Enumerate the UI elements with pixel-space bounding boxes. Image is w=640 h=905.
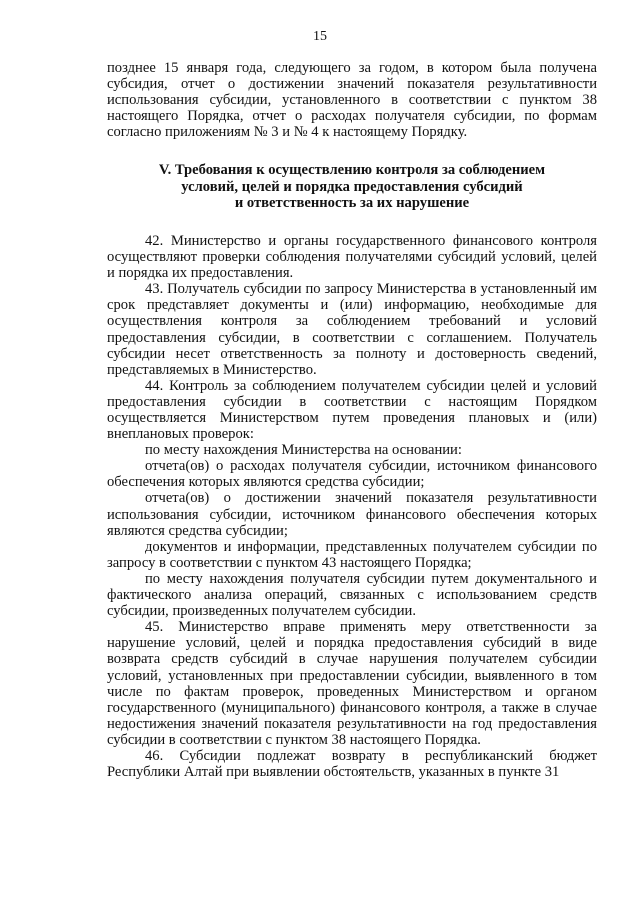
paragraph-46: 46. Субсидии подлежат возврату в республиканский бюджет Республики Алтай при выявлении обстоятельств, указанных в пункте 31: [107, 747, 597, 781]
paragraph-42: 42. Министерство и органы государственного финансового контроля осуществляют проверки соблюдения получателями субсидий условий, целей и порядка их предоставления.: [107, 232, 597, 282]
list-item-expense-report: отчета(ов) о расходах получателя субсидии, источником финансового обеспечения которых являются средства субсидии;: [107, 458, 597, 491]
document-body: [107, 60, 597, 780]
section-heading-line: и ответственность за их нарушение: [234, 195, 470, 212]
paragraph-43: 43. Получатель субсидии по запросу Министерства в установленный им срок представляет документы и (или) информацию, необходимые для осуществления контроля за соблюдением требований и условий предоставления субсидии, в соответствии с соглашением. Получатель субсидии несет ответственность за полноту и достоверность сведений, представляемых в Министерство.: [107, 281, 597, 378]
list-item-performance-report: отчета(ов) о достижении значений показателя результативности использования субсидии, источником финансового обеспечения которых являются средства субсидии;: [107, 490, 597, 539]
intro-paragraph: позднее 15 января года, следующего за годом, в котором была получена субсидия, отчет о достижении значений показателя результативности использования субсидии, установленного в соответствии с пунктом 38 настоящего Порядка, отчет о расходах получателя субсидии, по формам согласно приложениям № 3 и № 4 к настоящему Порядку.: [107, 60, 597, 141]
page-number: 15: [313, 29, 327, 44]
section-heading-line: V. Требования к осуществлению контроля за соблюдением: [158, 162, 546, 179]
list-item-ministry-location: по месту нахождения Министерства на основании:: [145, 442, 462, 459]
list-item-documents: документов и информации, представленных получателем субсидии по запросу в соответствии с пунктом 43 настоящего Порядка;: [107, 538, 597, 571]
paragraph-45: 45. Министерство вправе применять меру ответственности за нарушение условий, целей и порядка предоставления субсидий в виде возврата средств субсидий в случае нарушения получателем субсидии условий, установленных при предоставлении субсидии, выявленного в том числе по фактам проверок, проведенных Министерством и органом государственного (муниципального) финансового контроля, а также в случае недостижения значений показателя результативности на год предоставления субсидии в соответствии с пунктом 38 настоящего Порядка.: [107, 619, 597, 748]
list-item-recipient-location: по месту нахождения получателя субсидии путем документального и фактического анализа операций, связанных с использованием средств субсидии, произведенных получателем субсидии.: [107, 570, 597, 620]
section-heading: [107, 162, 597, 212]
paragraph-44: 44. Контроль за соблюдением получателем субсидии целей и условий предоставления субсидии в соответствии с настоящим Порядком осуществляется Министерством путем проведения плановых и (или) внеплановых проверок:: [107, 377, 597, 443]
section-heading-line: условий, целей и порядка предоставления субсидий: [181, 178, 523, 195]
